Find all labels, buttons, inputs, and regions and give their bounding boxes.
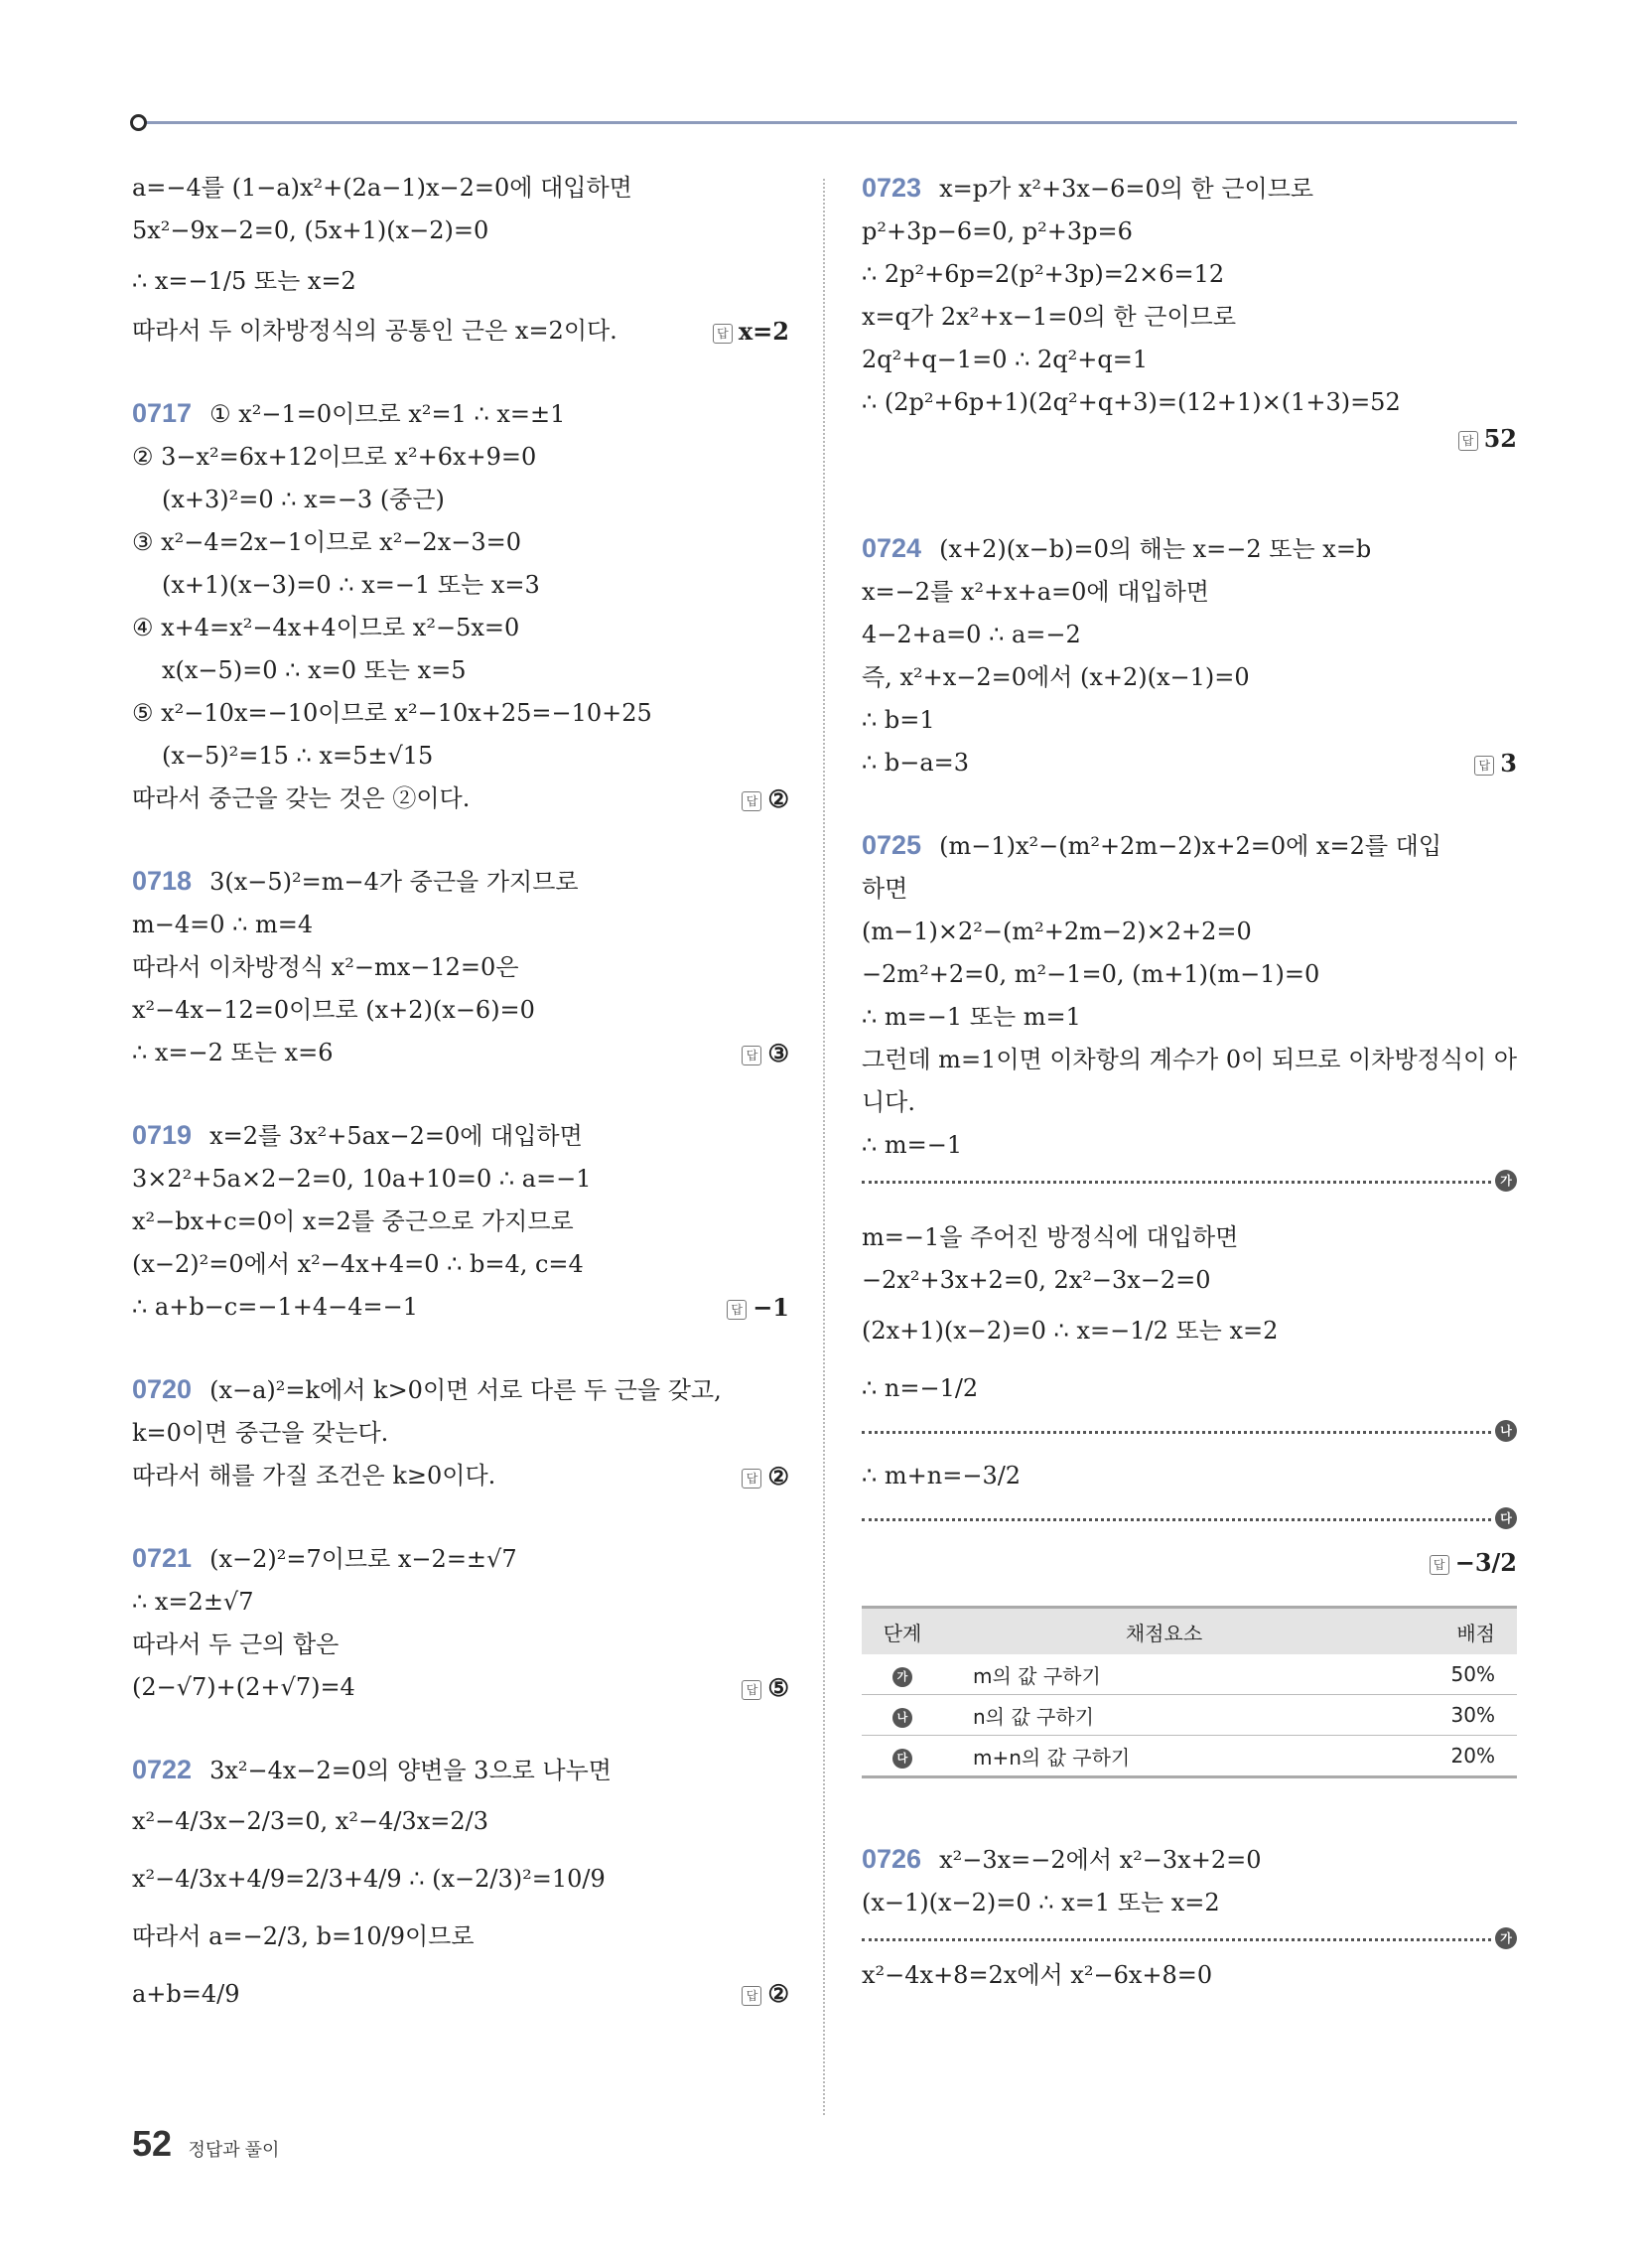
answer-mark-icon: 답: [713, 324, 733, 344]
step-c-icon: 다: [892, 1749, 912, 1769]
text-line: ∴ m+n=−3/2: [862, 1462, 1022, 1489]
text-line: [862, 742, 1517, 784]
text-span: (x−a)²=k에서 k>0이면 서로 다른 두 근을 갖고,: [209, 1376, 722, 1404]
text-line: [132, 1368, 789, 1412]
text-line: 3×2²+5a×2−2=0, 10a+10=0 ∴ a=−1: [132, 1165, 592, 1193]
text-line: ③ x²−4=2x−1이므로 x²−2x−3=0: [132, 528, 521, 556]
text-line: 따라서 a=−2/3, b=10/9이므로: [132, 1922, 475, 1950]
text-span: x²−3x=−2에서 x²−3x+2=0: [939, 1846, 1262, 1874]
answer-mark-icon: 답: [742, 1986, 761, 2006]
footer-label: 정답과 풀이: [188, 2140, 280, 2160]
text-line: x(x−5)=0 ∴ x=0 또는 x=5: [162, 656, 467, 684]
table-cell: n의 값 구하기: [943, 1695, 1385, 1736]
solution-intro: [132, 167, 789, 353]
text-line: ⑤ x²−10x=−10이므로 x²−10x+25=−10+25: [132, 699, 652, 727]
text-line: 따라서 두 근의 합은: [132, 1630, 340, 1658]
text-line: 5x²−9x−2=0, (5x+1)(x−2)=0: [132, 216, 489, 244]
answer: [713, 310, 789, 353]
problem-number: 0721: [132, 1543, 193, 1573]
text-line: x²−4x+8=2x에서 x²−6x+8=0: [862, 1961, 1213, 1989]
problem-number: 0726: [862, 1844, 922, 1874]
column-header: 채점요소: [943, 1608, 1385, 1655]
step-marker: [862, 1924, 1517, 1954]
answer: [727, 1286, 789, 1329]
text-span: a+b=4/9: [132, 1980, 240, 2008]
text-line: [132, 860, 789, 904]
problem-0726: [862, 1838, 1517, 1997]
page-footer: [132, 2123, 279, 2165]
answer-row: [862, 424, 1517, 468]
text-line: [862, 824, 1517, 868]
answer: [742, 1455, 789, 1497]
step-marker: [862, 1417, 1517, 1447]
answer-mark-icon: 답: [727, 1300, 747, 1320]
table-cell: 20%: [1385, 1736, 1517, 1777]
text-line: −2x²+3x+2=0, 2x²−3x−2=0: [862, 1266, 1211, 1294]
text-span: 따라서 두 이차방정식의 공통인 근은 x=2이다.: [132, 317, 617, 345]
problem-number: 0724: [862, 533, 922, 563]
text-line: [132, 1114, 789, 1158]
problem-0718: [132, 860, 789, 1074]
answer: [742, 1666, 789, 1709]
text-line: [132, 1749, 789, 1792]
table-header-row: [862, 1608, 1517, 1655]
text-line: [132, 310, 789, 353]
answer-value: 3: [1500, 749, 1517, 778]
table-row: [862, 1736, 1517, 1777]
problem-0723: [862, 167, 1517, 468]
text-line: [862, 527, 1517, 571]
text-line: (x+1)(x−3)=0 ∴ x=−1 또는 x=3: [162, 571, 540, 599]
column-header: 단계: [862, 1608, 943, 1655]
step-b-icon: 나: [1495, 1420, 1517, 1442]
text-line: [132, 1666, 789, 1709]
text-line: 2q²+q−1=0 ∴ 2q²+q=1: [862, 346, 1149, 373]
step-c-icon: 다: [1495, 1507, 1517, 1529]
problem-number: 0718: [132, 866, 193, 896]
answer-mark-icon: 답: [1474, 756, 1494, 776]
problem-number: 0719: [132, 1120, 193, 1150]
text-line: (m−1)×2²−(m²+2m−2)×2+2=0: [862, 918, 1252, 945]
step-b-icon: 나: [892, 1708, 912, 1728]
text-line: m=−1을 주어진 방정식에 대입하면: [862, 1223, 1239, 1251]
step-marker: [862, 1504, 1517, 1534]
table-cell: 50%: [1385, 1654, 1517, 1695]
text-line: [132, 778, 789, 820]
answer-mark-icon: 답: [742, 1469, 761, 1488]
text-line: [132, 392, 789, 436]
answer-value: x=2: [738, 317, 789, 346]
text-line: k=0이면 중근을 갖는다.: [132, 1419, 389, 1447]
right-column: [862, 167, 1517, 1997]
problem-0722: [132, 1749, 789, 2023]
problem-number: 0720: [132, 1374, 193, 1404]
column-divider: [823, 179, 825, 2115]
text-span: x=p가 x²+3x−6=0의 한 근이므로: [939, 175, 1314, 203]
text-line: ∴ n=−1/2: [862, 1374, 979, 1402]
answer: [1458, 424, 1517, 453]
answer-mark-icon: 답: [1430, 1555, 1449, 1575]
answer-mark-icon: 답: [1458, 431, 1478, 451]
text-line: ∴ b=1: [862, 706, 935, 734]
text-span: (x−2)²=7이므로 x−2=±√7: [209, 1545, 517, 1573]
step-a-icon: 가: [1495, 1927, 1517, 1949]
text-line: (x−1)(x−2)=0 ∴ x=1 또는 x=2: [862, 1889, 1220, 1916]
text-line: x²−4x−12=0이므로 (x+2)(x−6)=0: [132, 996, 535, 1024]
problem-0717: [132, 392, 789, 820]
text-span: 따라서 해를 가질 조건은 k≥0이다.: [132, 1462, 496, 1489]
text-line: [132, 1537, 789, 1581]
text-line: 니다.: [862, 1088, 915, 1116]
text-line: x=−2를 x²+x+a=0에 대입하면: [862, 578, 1209, 606]
text-line: x²−4/3x−2/3=0, x²−4/3x=2/3: [132, 1807, 488, 1835]
text-span: 3(x−5)²=m−4가 중근을 가지므로: [209, 868, 579, 896]
text-span: ① x²−1=0이므로 x²=1 ∴ x=±1: [209, 400, 566, 428]
text-line: ② 3−x²=6x+12이므로 x²+6x+9=0: [132, 443, 537, 471]
text-line: ∴ m=−1: [862, 1131, 963, 1159]
answer: [742, 1965, 789, 2023]
answer-mark-icon: 답: [742, 1680, 761, 1700]
problem-0725: [862, 824, 1517, 1778]
table-cell: 30%: [1385, 1695, 1517, 1736]
text-line: 4−2+a=0 ∴ a=−2: [862, 621, 1081, 648]
text-line: [132, 1286, 789, 1329]
answer: [1430, 1548, 1517, 1577]
text-line: ④ x+4=x²−4x+4이므로 x²−5x=0: [132, 614, 520, 641]
text-line: (x−5)²=15 ∴ x=5±√15: [162, 742, 434, 770]
header-rule: [137, 121, 1517, 124]
problem-0724: [862, 527, 1517, 784]
text-line: x²−bx+c=0이 x=2를 중근으로 가지므로: [132, 1207, 574, 1235]
problem-number: 0725: [862, 830, 922, 860]
text-line: x=q가 2x²+x−1=0의 한 근이므로: [862, 303, 1237, 331]
text-line: 그런데 m=1이면 이차항의 계수가 0이 되므로 이차방정식이 아: [862, 1046, 1518, 1073]
text-span: (2−√7)+(2+√7)=4: [132, 1673, 355, 1701]
text-line: 즉, x²+x−2=0에서 (x+2)(x−1)=0: [862, 663, 1250, 691]
table-cell: m+n의 값 구하기: [943, 1736, 1385, 1777]
answer-value: ⑤: [767, 1673, 789, 1702]
table-row: [862, 1654, 1517, 1695]
table-cell: m의 값 구하기: [943, 1654, 1385, 1695]
text-line: [132, 1455, 789, 1497]
problem-number: 0717: [132, 398, 193, 428]
text-line: [132, 1032, 789, 1074]
step-a-icon: 가: [892, 1667, 912, 1687]
text-line: ∴ x=−1/5 또는 x=2: [132, 267, 356, 295]
problem-0721: [132, 1537, 789, 1709]
step-marker: [862, 1167, 1517, 1197]
problem-number: 0723: [862, 173, 922, 203]
text-span: (m−1)x²−(m²+2m−2)x+2=0에 x=2를 대입: [939, 832, 1442, 860]
answer: [742, 778, 789, 820]
problem-number: 0722: [132, 1755, 193, 1784]
text-line: 따라서 이차방정식 x²−mx−12=0은: [132, 953, 519, 981]
problem-0720: [132, 1368, 789, 1497]
answer-value: ②: [767, 1462, 789, 1490]
page-number: 52: [132, 2123, 173, 2164]
text-span: ∴ x=−2 또는 x=6: [132, 1039, 334, 1066]
answer-value: −3/2: [1454, 1548, 1517, 1577]
text-span: 3x²−4x−2=0의 양변을 3으로 나누면: [209, 1757, 612, 1784]
answer: [742, 1032, 789, 1074]
answer-row: [862, 1534, 1517, 1596]
text-line: [862, 167, 1517, 211]
left-column: [132, 167, 789, 2023]
answer-mark-icon: 답: [742, 791, 761, 811]
answer-value: ②: [767, 1979, 789, 2008]
column-header: 배점: [1385, 1608, 1517, 1655]
answer-value: ③: [767, 1039, 789, 1067]
text-span: x=2를 3x²+5ax−2=0에 대입하면: [209, 1122, 583, 1150]
text-line: ∴ 2p²+6p=2(p²+3p)=2×6=12: [862, 260, 1225, 288]
scoring-table: [862, 1606, 1517, 1778]
text-line: 하면: [862, 875, 908, 903]
text-span: ∴ a+b−c=−1+4−4=−1: [132, 1293, 418, 1321]
text-span: 따라서 중근을 갖는 것은 ②이다.: [132, 784, 471, 812]
answer-value: ②: [767, 784, 789, 813]
step-a-icon: 가: [1495, 1170, 1517, 1192]
header-bullet: [130, 114, 147, 131]
text-line: −2m²+2=0, m²−1=0, (m+1)(m−1)=0: [862, 960, 1320, 988]
table-row: [862, 1695, 1517, 1736]
text-line: (2x+1)(x−2)=0 ∴ x=−1/2 또는 x=2: [862, 1317, 1279, 1345]
answer-mark-icon: 답: [742, 1046, 761, 1065]
text-line: a=−4를 (1−a)x²+(2a−1)x−2=0에 대입하면: [132, 174, 632, 202]
answer: [1474, 742, 1517, 784]
answer-value: −1: [753, 1293, 789, 1322]
text-line: ∴ m=−1 또는 m=1: [862, 1003, 1081, 1031]
problem-0719: [132, 1114, 789, 1329]
text-line: ∴ (2p²+6p+1)(2q²+q+3)=(12+1)×(1+3)=52: [862, 388, 1401, 416]
text-line: ∴ x=2±√7: [132, 1588, 254, 1616]
text-line: m−4=0 ∴ m=4: [132, 911, 314, 938]
answer-value: 52: [1483, 424, 1517, 453]
text-span: (x+2)(x−b)=0의 해는 x=−2 또는 x=b: [939, 535, 1372, 563]
text-line: p²+3p−6=0, p²+3p=6: [862, 217, 1133, 245]
text-line: [132, 1965, 789, 2023]
text-line: (x−2)²=0에서 x²−4x+4=0 ∴ b=4, c=4: [132, 1250, 584, 1278]
text-span: ∴ b−a=3: [862, 749, 970, 777]
text-line: [862, 1838, 1517, 1882]
text-line: (x+3)²=0 ∴ x=−3 (중근): [162, 486, 445, 513]
text-line: x²−4/3x+4/9=2/3+4/9 ∴ (x−2/3)²=10/9: [132, 1865, 606, 1893]
